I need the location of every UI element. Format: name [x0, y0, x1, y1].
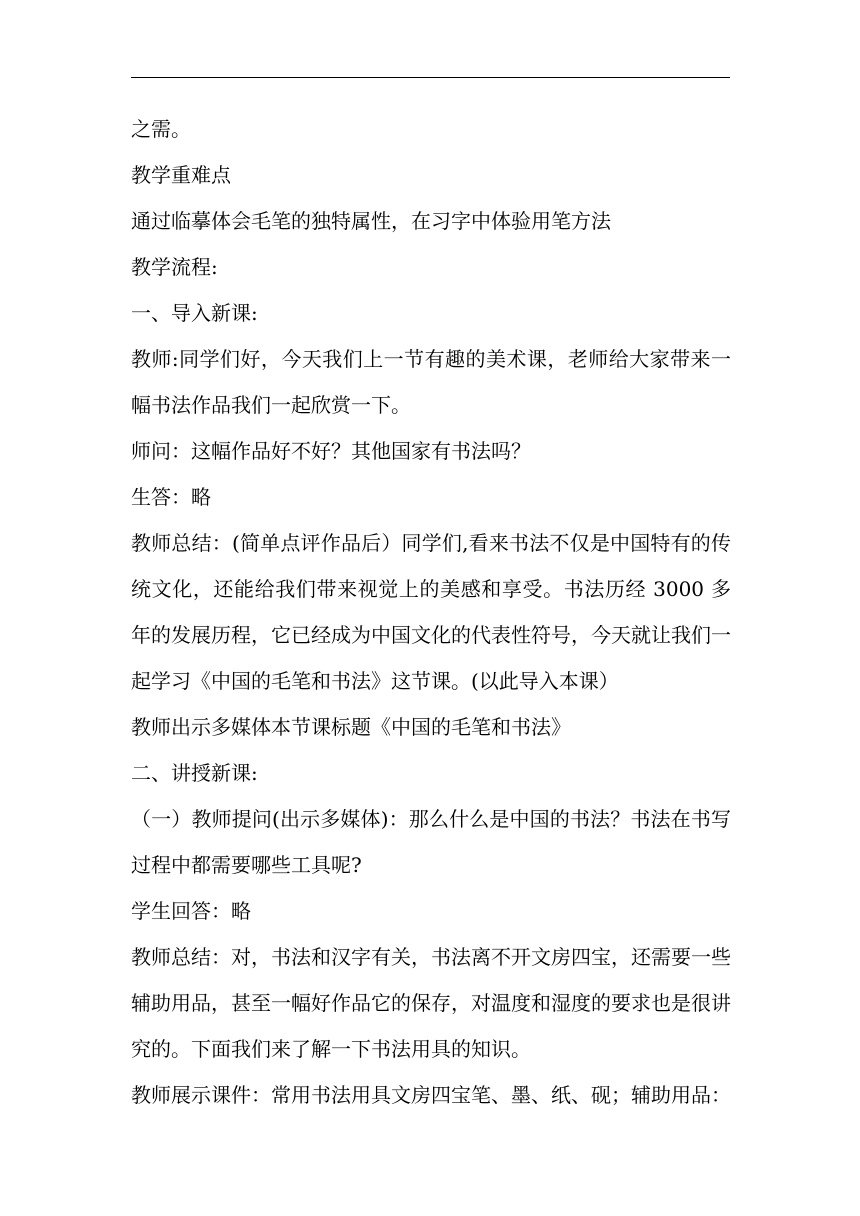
- paragraph-teacher-question: 师问：这幅作品好不好？其他国家有书法吗？: [131, 439, 531, 463]
- paragraph-teacher-summary: 教师总结：(简单点评作品后）同学们,看来书法不仅是中国特有的传统文化，还能给我们带来视觉上的美感和享受。书法历经 3000 多年的发展历程，它已经成为中国文化的代表性符号，今天就让我们一起学习《中国的毛笔和书法》这节课。(以此导入本课）: [131, 531, 731, 693]
- paragraph-student-response: 学生回答：略: [131, 899, 251, 923]
- paragraph-teacher-greeting: 教师:同学们好，今天我们上一节有趣的美术课，老师给大家带来一幅书法作品我们一起欣赏一下。: [131, 347, 731, 417]
- paragraph-teacher-conclusion: 教师总结：对，书法和汉字有关，书法离不开文房四宝，还需要一些辅助用品，甚至一幅好作品它的保存，对温度和湿度的要求也是很讲究的。下面我们来了解一下书法用具的知识。: [131, 945, 731, 1061]
- paragraph-courseware: 教师展示课件：常用书法用具文房四宝笔、墨、纸、砚；辅助用品：: [131, 1083, 731, 1107]
- heading-teaching-process: 教学流程:: [131, 255, 218, 279]
- paragraph-continuation: 之需。: [131, 117, 191, 141]
- paragraph-key-points: 通过临摹体会毛笔的独特属性，在习字中体验用笔方法: [131, 209, 611, 233]
- paragraph-lesson-title: 教师出示多媒体本节课标题《中国的毛笔和书法》: [131, 715, 571, 739]
- header-rule: [131, 77, 730, 78]
- heading-new-lesson: 二、讲授新课:: [131, 761, 258, 785]
- paragraph-teacher-asks: （一）教师提问(出示多媒体)：那么什么是中国的书法？书法在书写过程中都需要哪些工具呢?: [131, 807, 731, 877]
- heading-key-points: 教学重难点: [131, 163, 231, 187]
- heading-introduction: 一、导入新课:: [131, 301, 258, 325]
- document-body: [131, 106, 731, 1118]
- paragraph-student-answer: 生答：略: [131, 485, 211, 509]
